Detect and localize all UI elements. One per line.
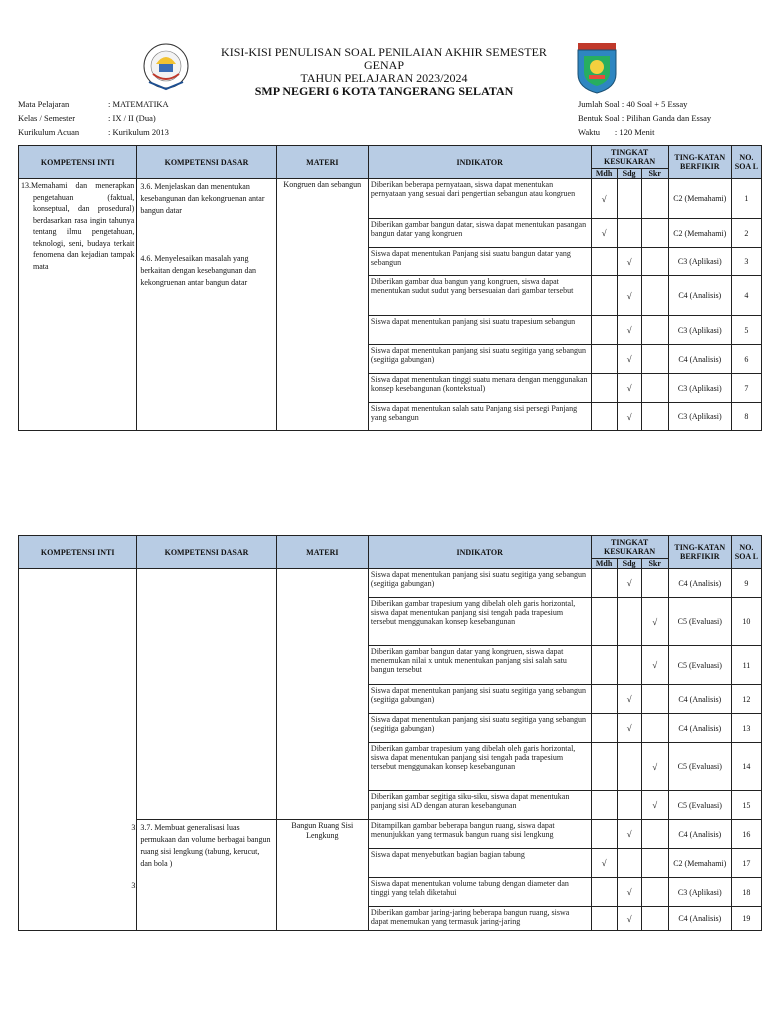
- sdg-check-cell: [617, 569, 641, 598]
- table-row: [19, 569, 762, 598]
- materi-cell: [276, 569, 368, 820]
- skr-check-cell: [641, 646, 668, 685]
- berfikir-cell: C5 (Evaluasi): [668, 791, 731, 820]
- mdh-check-cell: [591, 248, 617, 276]
- kd-cell: [131, 820, 276, 931]
- sdg-check-cell: [617, 820, 641, 849]
- city-emblem-icon: [575, 42, 619, 94]
- berfikir-cell: C4 (Analisis): [668, 820, 731, 849]
- indikator-cell: Siswa dapat menentukan salah satu Panjang sisi persegi Panjang yang sebangun: [368, 403, 591, 431]
- mdh-check-cell: [591, 714, 617, 743]
- check-mark-icon: √: [626, 829, 632, 839]
- table-1-body: [19, 179, 762, 431]
- table-row: [19, 179, 762, 219]
- meta-row-class: Kelas / Semester : IX / II (Dua): [18, 113, 156, 123]
- check-mark-icon: √: [626, 256, 632, 267]
- document-title: [200, 46, 568, 98]
- check-mark-icon: √: [626, 325, 632, 335]
- indikator-cell: Diberikan gambar trapesium yang dibelah oleh garis horizontal, siswa dapat menentukan panjang sisi tengah pada trapesium tersebut menggunakan konsep kesebangunan: [368, 743, 591, 791]
- berfikir-cell: C5 (Evaluasi): [668, 743, 731, 791]
- document-header: [0, 42, 768, 102]
- berfikir-cell: C4 (Analisis): [668, 714, 731, 743]
- mdh-check-cell: [591, 849, 617, 878]
- skr-check-cell: [641, 878, 668, 907]
- mdh-check-cell: [591, 276, 617, 316]
- meta-row-time: Waktu : 120 Menit: [578, 127, 655, 137]
- indikator-cell: Siswa dapat menentukan panjang sisi suatu trapesium sebangun: [368, 316, 591, 345]
- indikator-cell: Siswa dapat menentukan tinggi suatu menara dengan menggunakan konsep kesebangunan (kontekstual): [368, 374, 591, 403]
- sdg-check-cell: [617, 685, 641, 714]
- question-number-cell: 10: [731, 598, 761, 646]
- indikator-cell: Siswa dapat menentukan panjang sisi suatu segitiga yang sebangun (segitiga gabungan): [368, 714, 591, 743]
- sdg-check-cell: [617, 374, 641, 403]
- check-mark-icon: √: [652, 616, 658, 627]
- sdg-check-cell: [617, 248, 641, 276]
- skr-check-cell: [641, 743, 668, 791]
- berfikir-cell: C3 (Aplikasi): [668, 248, 731, 276]
- mdh-check-cell: [591, 791, 617, 820]
- kd-number-prefix: 3.: [131, 823, 138, 832]
- berfikir-cell: C5 (Evaluasi): [668, 598, 731, 646]
- col-header-kd: KOMPETENSI DASAR: [137, 146, 276, 179]
- question-number-cell: 15: [731, 791, 761, 820]
- skr-check-cell: [641, 403, 668, 431]
- sdg-check-cell: [617, 276, 641, 316]
- skr-check-cell: [641, 374, 668, 403]
- sdg-check-cell: [617, 316, 641, 345]
- check-mark-icon: √: [626, 383, 632, 393]
- berfikir-cell: C2 (Memahami): [668, 219, 731, 248]
- sdg-check-cell: [617, 598, 641, 646]
- col-header-tingkat: TINGKAT KESUKARAN: [591, 536, 668, 559]
- col-header-mdh: Mdh: [591, 559, 617, 569]
- sdg-check-cell: [617, 179, 641, 219]
- kd-cell: [137, 569, 276, 820]
- col-header-indikator: INDIKATOR: [368, 146, 591, 179]
- meta-row-curriculum: Kurikulum Acuan : Kurikulum 2013: [18, 127, 169, 137]
- skr-check-cell: [641, 820, 668, 849]
- skr-check-cell: [641, 598, 668, 646]
- skr-check-cell: [641, 907, 668, 931]
- table-2-body: [19, 569, 762, 931]
- indikator-cell: Siswa dapat menentukan panjang sisi suatu segitiga yang sebangun (segitiga gabungan): [368, 685, 591, 714]
- check-mark-icon: √: [626, 578, 632, 588]
- exam-info: [578, 97, 768, 139]
- col-header-materi: MATERI: [276, 146, 368, 179]
- mdh-check-cell: [591, 374, 617, 403]
- mdh-check-cell: [591, 316, 617, 345]
- berfikir-cell: C4 (Analisis): [668, 345, 731, 374]
- sdg-check-cell: [617, 646, 641, 685]
- question-number-cell: 1: [731, 179, 761, 219]
- col-header-materi: MATERI: [276, 536, 368, 569]
- mdh-check-cell: [591, 403, 617, 431]
- sdg-check-cell: [617, 219, 641, 248]
- materi-cell: Kongruen dan sebangun: [276, 179, 368, 431]
- kd-4-6: 4.6. Menyelesaikan masalah yang berkaitan dengan kesebangunan dan kekongruenan antar bangun datar: [140, 254, 257, 287]
- mdh-check-cell: [591, 646, 617, 685]
- meta-row-question-count: Jumlah Soal : 40 Soal + 5 Essay: [578, 99, 688, 109]
- skr-check-cell: [641, 714, 668, 743]
- berfikir-cell: C4 (Analisis): [668, 685, 731, 714]
- col-header-mdh: Mdh: [591, 169, 617, 179]
- kd-3-6: 3.6. Menjelaskan dan menentukan kesebangunan dan kekongruenan antar bangun datar: [140, 182, 265, 215]
- indikator-cell: Siswa dapat menentukan Panjang sisi suatu bangun datar yang sebangun: [368, 248, 591, 276]
- skr-check-cell: [641, 791, 668, 820]
- question-number-cell: 18: [731, 878, 761, 907]
- kisi-table-2: [18, 535, 762, 931]
- col-header-no: NO. SOA L: [731, 536, 761, 569]
- skr-check-cell: [641, 569, 668, 598]
- question-number-cell: 4: [731, 276, 761, 316]
- question-number-cell: 12: [731, 685, 761, 714]
- berfikir-cell: C4 (Analisis): [668, 276, 731, 316]
- kd-number-extra: 3.: [131, 881, 138, 890]
- kd-3-7: 3.7. Membuat generalisasi luas permukaan dan volume berbagai bangun ruang sisi lengkung (tabung, kerucut, dan bola ): [140, 823, 271, 868]
- check-mark-icon: √: [601, 858, 607, 868]
- berfikir-cell: C4 (Analisis): [668, 907, 731, 931]
- mdh-check-cell: [591, 820, 617, 849]
- kisi-table-1: [18, 145, 762, 431]
- berfikir-cell: C3 (Aplikasi): [668, 374, 731, 403]
- sdg-check-cell: [617, 791, 641, 820]
- indikator-cell: Diberikan gambar trapesium yang dibelah oleh garis horizontal, siswa dapat menentukan panjang sisi tengah pada trapesium tersebut menggunakan konsep kesebangunan: [368, 598, 591, 646]
- meta-row-subject: Mata Pelajaran : MATEMATIKA: [18, 99, 169, 109]
- question-number-cell: 17: [731, 849, 761, 878]
- indikator-cell: Diberikan gambar jaring-jaring beberapa bangun ruang, siswa dapat menemukan yang termasuk jaring-jaring: [368, 907, 591, 931]
- col-header-skr: Skr: [641, 559, 668, 569]
- check-mark-icon: √: [626, 354, 632, 364]
- skr-check-cell: [641, 345, 668, 374]
- berfikir-cell: C3 (Aplikasi): [668, 316, 731, 345]
- mdh-check-cell: [591, 569, 617, 598]
- berfikir-cell: C3 (Aplikasi): [668, 878, 731, 907]
- sdg-check-cell: [617, 345, 641, 374]
- title-line-1: KISI-KISI PENULISAN SOAL PENILAIAN AKHIR SEMESTER GENAP: [221, 45, 547, 72]
- question-number-cell: 3: [731, 248, 761, 276]
- col-header-berfikir: TING-KATAN BERFIKIR: [668, 536, 731, 569]
- school-emblem-icon: [139, 42, 193, 94]
- check-mark-icon: √: [652, 660, 658, 670]
- col-header-ki: KOMPETENSI INTI: [19, 146, 137, 179]
- check-mark-icon: √: [626, 913, 632, 924]
- sdg-check-cell: [617, 714, 641, 743]
- ki-cell: 13.Memahami dan menerapkan pengetahuan (faktual, konseptual, dan prosedural) berdasarkan rasa ingin tahunya tentang ilmu pengetahuan, teknologi, seni, budaya terkait fenomena dan kejadian tampak mata: [19, 179, 137, 431]
- indikator-cell: Diberikan gambar bangun datar, siswa dapat menentukan pasangan bangun datar yang kongruen: [368, 219, 591, 248]
- check-mark-icon: √: [652, 761, 658, 772]
- question-number-cell: 9: [731, 569, 761, 598]
- col-header-ki: KOMPETENSI INTI: [19, 536, 137, 569]
- berfikir-cell: C2 (Memahami): [668, 849, 731, 878]
- indikator-cell: Ditampilkan gambar beberapa bangun ruang, siswa dapat menunjukkan yang termasuk bangun ruang sisi lengkung: [368, 820, 591, 849]
- skr-check-cell: [641, 248, 668, 276]
- mdh-check-cell: [591, 743, 617, 791]
- check-mark-icon: √: [601, 193, 607, 204]
- question-number-cell: 14: [731, 743, 761, 791]
- sdg-check-cell: [617, 743, 641, 791]
- berfikir-cell: C4 (Analisis): [668, 569, 731, 598]
- col-header-tingkat: TINGKAT KESUKARAN: [591, 146, 668, 169]
- sdg-check-cell: [617, 878, 641, 907]
- berfikir-cell: C5 (Evaluasi): [668, 646, 731, 685]
- question-number-cell: 16: [731, 820, 761, 849]
- mdh-check-cell: [591, 179, 617, 219]
- question-number-cell: 7: [731, 374, 761, 403]
- check-mark-icon: √: [626, 887, 632, 897]
- indikator-cell: Siswa dapat menyebutkan bagian bagian tabung: [368, 849, 591, 878]
- mdh-check-cell: [591, 598, 617, 646]
- question-number-cell: 8: [731, 403, 761, 431]
- kd-cell: [137, 179, 276, 431]
- col-header-berfikir: TING-KATAN BERFIKIR: [668, 146, 731, 179]
- col-header-indikator: INDIKATOR: [368, 536, 591, 569]
- indikator-cell: Diberikan gambar segitiga siku-siku, siswa dapat menentukan panjang sisi AD dengan aturan kesebangunan: [368, 791, 591, 820]
- skr-check-cell: [641, 219, 668, 248]
- indikator-cell: Siswa dapat menentukan volume tabung dengan diameter dan tinggi yang telah diketahui: [368, 878, 591, 907]
- mdh-check-cell: [591, 685, 617, 714]
- col-header-kd: KOMPETENSI DASAR: [137, 536, 276, 569]
- materi-cell: Bangun Ruang Sisi Lengkung: [276, 820, 368, 931]
- school-name: SMP NEGERI 6 KOTA TANGERANG SELATAN: [254, 84, 514, 98]
- question-number-cell: 13: [731, 714, 761, 743]
- indikator-cell: Diberikan beberapa pernyataan, siswa dapat menentukan pernyataan yang sesuai dari pengertian sebangun atau kongruen: [368, 179, 591, 219]
- col-header-sdg: Sdg: [617, 169, 641, 179]
- check-mark-icon: √: [626, 723, 632, 733]
- mdh-check-cell: [591, 907, 617, 931]
- ki-cell: [19, 569, 137, 931]
- skr-check-cell: [641, 849, 668, 878]
- skr-check-cell: [641, 276, 668, 316]
- sdg-check-cell: [617, 907, 641, 931]
- mdh-check-cell: [591, 345, 617, 374]
- col-header-skr: Skr: [641, 169, 668, 179]
- check-mark-icon: √: [626, 290, 632, 301]
- berfikir-cell: C2 (Memahami): [668, 179, 731, 219]
- indikator-cell: Diberikan gambar dua bangun yang kongruen, siswa dapat menentukan sudut sudut yang bersesuaian dari gambar tersebut: [368, 276, 591, 316]
- check-mark-icon: √: [652, 800, 658, 810]
- check-mark-icon: √: [626, 411, 632, 422]
- mdh-check-cell: [591, 219, 617, 248]
- berfikir-cell: C3 (Aplikasi): [668, 403, 731, 431]
- question-number-cell: 2: [731, 219, 761, 248]
- indikator-cell: Diberikan gambar bangun datar yang kongruen, siswa dapat menemukan nilai x untuk menentukan panjang sisi salah satu bangun tersebut: [368, 646, 591, 685]
- col-header-sdg: Sdg: [617, 559, 641, 569]
- question-number-cell: 6: [731, 345, 761, 374]
- check-mark-icon: √: [626, 694, 632, 704]
- skr-check-cell: [641, 179, 668, 219]
- mdh-check-cell: [591, 878, 617, 907]
- skr-check-cell: [641, 685, 668, 714]
- question-number-cell: 19: [731, 907, 761, 931]
- skr-check-cell: [641, 316, 668, 345]
- indikator-cell: Siswa dapat menentukan panjang sisi suatu segitiga yang sebangun (segitiga gabungan): [368, 569, 591, 598]
- indikator-cell: Siswa dapat menentukan panjang sisi suatu segitiga yang sebangun (segitiga gabungan): [368, 345, 591, 374]
- meta-row-question-type: Bentuk Soal : Pilihan Ganda dan Essay: [578, 113, 712, 123]
- col-header-no: NO. SOA L: [731, 146, 761, 179]
- question-number-cell: 5: [731, 316, 761, 345]
- question-number-cell: 11: [731, 646, 761, 685]
- sdg-check-cell: [617, 403, 641, 431]
- check-mark-icon: √: [601, 228, 607, 238]
- title-line-2: TAHUN PELAJARAN 2023/2024: [300, 71, 468, 85]
- sdg-check-cell: [617, 849, 641, 878]
- subject-info: [18, 97, 318, 139]
